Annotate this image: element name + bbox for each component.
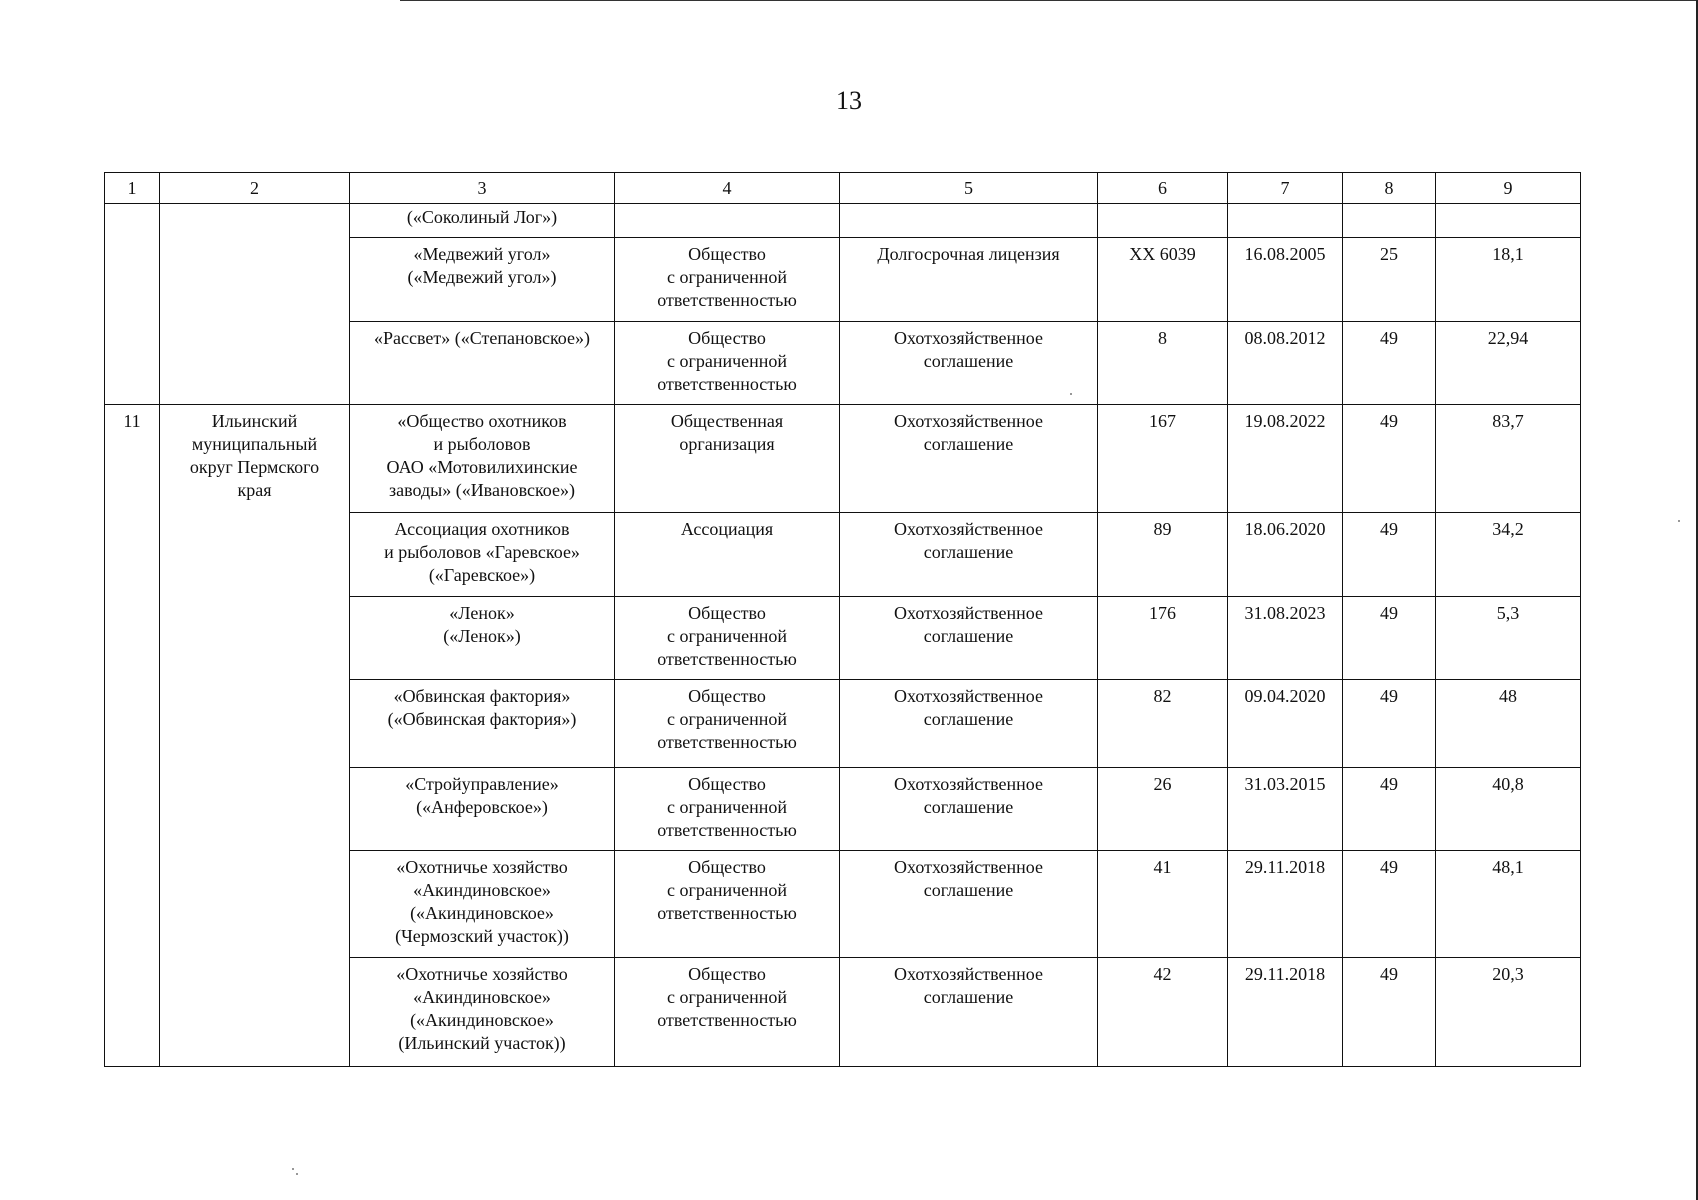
group-index-cell: [105, 204, 160, 405]
area-value: 83,7: [1436, 405, 1581, 513]
document-type: Охотхозяйственное соглашение: [840, 597, 1098, 680]
term-years: 49: [1343, 958, 1436, 1067]
org-type: Общество с ограниченной ответственностью: [615, 238, 840, 322]
district-name: Ильинский муниципальный округ Пермского края: [160, 405, 350, 1067]
document-cell: [840, 204, 1098, 238]
register-table: [104, 172, 1581, 1067]
doc-number: 167: [1098, 405, 1228, 513]
area-cell: [1436, 204, 1581, 238]
term-years: 25: [1343, 238, 1436, 322]
term-years: 49: [1343, 680, 1436, 768]
column-number: 8: [1343, 173, 1436, 204]
term-years: 49: [1343, 851, 1436, 958]
doc-date: 09.04.2020: [1228, 680, 1343, 768]
hunting-ground-name: Ассоциация охотников и рыболовов «Гаревское» («Гаревское»): [350, 513, 615, 597]
doc-number: 8: [1098, 322, 1228, 405]
term-years: 49: [1343, 405, 1436, 513]
table-row: [105, 204, 1581, 238]
term-years: 49: [1343, 768, 1436, 851]
scan-edge-top: [400, 0, 1698, 1]
term-years: 49: [1343, 513, 1436, 597]
doc-date: 29.11.2018: [1228, 958, 1343, 1067]
hunting-ground-name: «Медвежий угол» («Медвежий угол»): [350, 238, 615, 322]
doc-date: 29.11.2018: [1228, 851, 1343, 958]
column-number: 7: [1228, 173, 1343, 204]
term-years: 49: [1343, 322, 1436, 405]
org-type: Общество с ограниченной ответственностью: [615, 680, 840, 768]
area-value: 20,3: [1436, 958, 1581, 1067]
doc-date: 16.08.2005: [1228, 238, 1343, 322]
area-value: 5,3: [1436, 597, 1581, 680]
hunting-ground-name: «Рассвет» («Степановское»): [350, 322, 615, 405]
column-number: 6: [1098, 173, 1228, 204]
area-value: 34,2: [1436, 513, 1581, 597]
doc-date: 18.06.2020: [1228, 513, 1343, 597]
area-value: 40,8: [1436, 768, 1581, 851]
hunting-ground-name: «Стройуправление» («Анферовское»): [350, 768, 615, 851]
scan-speck: [1678, 520, 1680, 522]
doc-date: 31.03.2015: [1228, 768, 1343, 851]
column-number-row: [105, 173, 1581, 204]
org-type: Общество с ограниченной ответственностью: [615, 597, 840, 680]
org-type: Общество с ограниченной ответственностью: [615, 851, 840, 958]
org-type: Общество с ограниченной ответственностью: [615, 958, 840, 1067]
doc-number: 176: [1098, 597, 1228, 680]
doc-number: 26: [1098, 768, 1228, 851]
doc-number: ХХ 6039: [1098, 238, 1228, 322]
date-cell: [1228, 204, 1343, 238]
area-value: 22,94: [1436, 322, 1581, 405]
document-type: Охотхозяйственное соглашение: [840, 513, 1098, 597]
term-cell: [1343, 204, 1436, 238]
column-number: 5: [840, 173, 1098, 204]
table-row: [105, 405, 1581, 513]
term-years: 49: [1343, 597, 1436, 680]
doc-date: 19.08.2022: [1228, 405, 1343, 513]
area-value: 18,1: [1436, 238, 1581, 322]
hunting-ground-name: («Соколиный Лог»): [350, 204, 615, 238]
hunting-ground-name: «Общество охотников и рыболовов ОАО «Мотовилихинские заводы» («Ивановское»): [350, 405, 615, 513]
document-type: Долгосрочная лицензия: [840, 238, 1098, 322]
document-type: Охотхозяйственное соглашение: [840, 680, 1098, 768]
document-type: Охотхозяйственное соглашение: [840, 851, 1098, 958]
hunting-ground-name: «Охотничье хозяйство «Акиндиновское» («Акиндиновское» (Чермозский участок)): [350, 851, 615, 958]
hunting-ground-name: «Охотничье хозяйство «Акиндиновское» («Акиндиновское» (Ильинский участок)): [350, 958, 615, 1067]
page-number: 13: [836, 86, 862, 115]
area-value: 48: [1436, 680, 1581, 768]
district-cell: [160, 204, 350, 405]
doc-number: 89: [1098, 513, 1228, 597]
org-type: Общество с ограниченной ответственностью: [615, 322, 840, 405]
doc-date: 31.08.2023: [1228, 597, 1343, 680]
org-type: Общество с ограниченной ответственностью: [615, 768, 840, 851]
group-index: 11: [105, 405, 160, 1067]
org-type: Ассоциация: [615, 513, 840, 597]
column-number: 3: [350, 173, 615, 204]
doc-number: 42: [1098, 958, 1228, 1067]
column-number: 2: [160, 173, 350, 204]
hunting-ground-name: «Ленок» («Ленок»): [350, 597, 615, 680]
doc-number: 41: [1098, 851, 1228, 958]
column-number: 9: [1436, 173, 1581, 204]
scan-speck: [1070, 393, 1072, 395]
document-type: Охотхозяйственное соглашение: [840, 768, 1098, 851]
org-type-cell: [615, 204, 840, 238]
doc-date: 08.08.2012: [1228, 322, 1343, 405]
doc-number-cell: [1098, 204, 1228, 238]
document-type: Охотхозяйственное соглашение: [840, 958, 1098, 1067]
document-type: Охотхозяйственное соглашение: [840, 322, 1098, 405]
column-number: 4: [615, 173, 840, 204]
doc-number: 82: [1098, 680, 1228, 768]
column-number: 1: [105, 173, 160, 204]
scan-speck: [292, 1168, 294, 1170]
hunting-ground-name: «Обвинская фактория» («Обвинская фактория»): [350, 680, 615, 768]
area-value: 48,1: [1436, 851, 1581, 958]
scan-speck: [296, 1173, 298, 1175]
register-body: [105, 173, 1581, 1067]
document-type: Охотхозяйственное соглашение: [840, 405, 1098, 513]
org-type: Общественная организация: [615, 405, 840, 513]
